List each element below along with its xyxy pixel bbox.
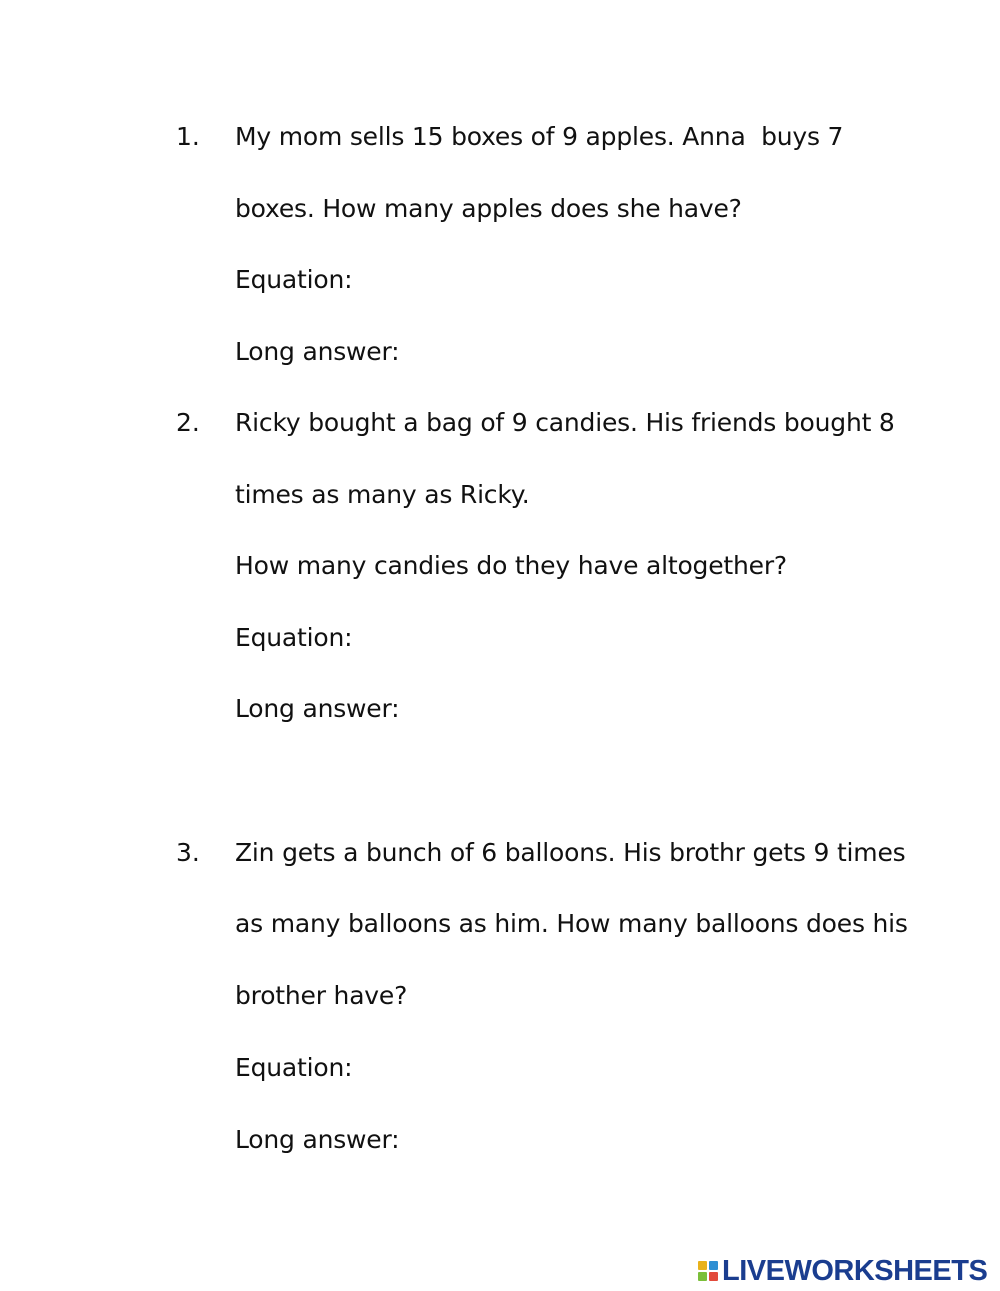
question-3-number: 3. (176, 838, 200, 867)
question-3-line-3: brother have? (235, 981, 408, 1010)
logo-block-4 (709, 1272, 718, 1281)
logo-block-1 (698, 1261, 707, 1270)
question-2-equation-label: Equation: (235, 623, 353, 652)
question-3-long-answer-label: Long answer: (235, 1125, 400, 1154)
logo-block-2 (709, 1261, 718, 1270)
liveworksheets-logo (698, 1254, 987, 1288)
question-1-line-2: boxes. How many apples does she have? (235, 194, 742, 223)
question-3-line-1: Zin gets a bunch of 6 balloons. His brothr gets 9 times (235, 838, 906, 867)
logo-text: LIVEWORKSHEETS (722, 1255, 988, 1287)
question-1-equation-label: Equation: (235, 265, 353, 294)
question-2-line-2: times as many as Ricky. (235, 480, 530, 509)
question-1-long-answer-label: Long answer: (235, 337, 400, 366)
question-1-number: 1. (176, 122, 200, 151)
question-2-long-answer-label: Long answer: (235, 694, 400, 723)
logo-block-3 (698, 1272, 707, 1281)
question-3-line-2: as many balloons as him. How many balloons does his (235, 909, 908, 938)
question-1-line-1: My mom sells 15 boxes of 9 apples. Anna buys 7 (235, 122, 844, 151)
question-2-line-1: Ricky bought a bag of 9 candies. His friends bought 8 (235, 408, 895, 437)
logo-blocks-icon (698, 1261, 718, 1281)
question-3-equation-label: Equation: (235, 1053, 353, 1082)
question-2-number: 2. (176, 408, 200, 437)
question-2-line-3: How many candies do they have altogether? (235, 551, 787, 580)
